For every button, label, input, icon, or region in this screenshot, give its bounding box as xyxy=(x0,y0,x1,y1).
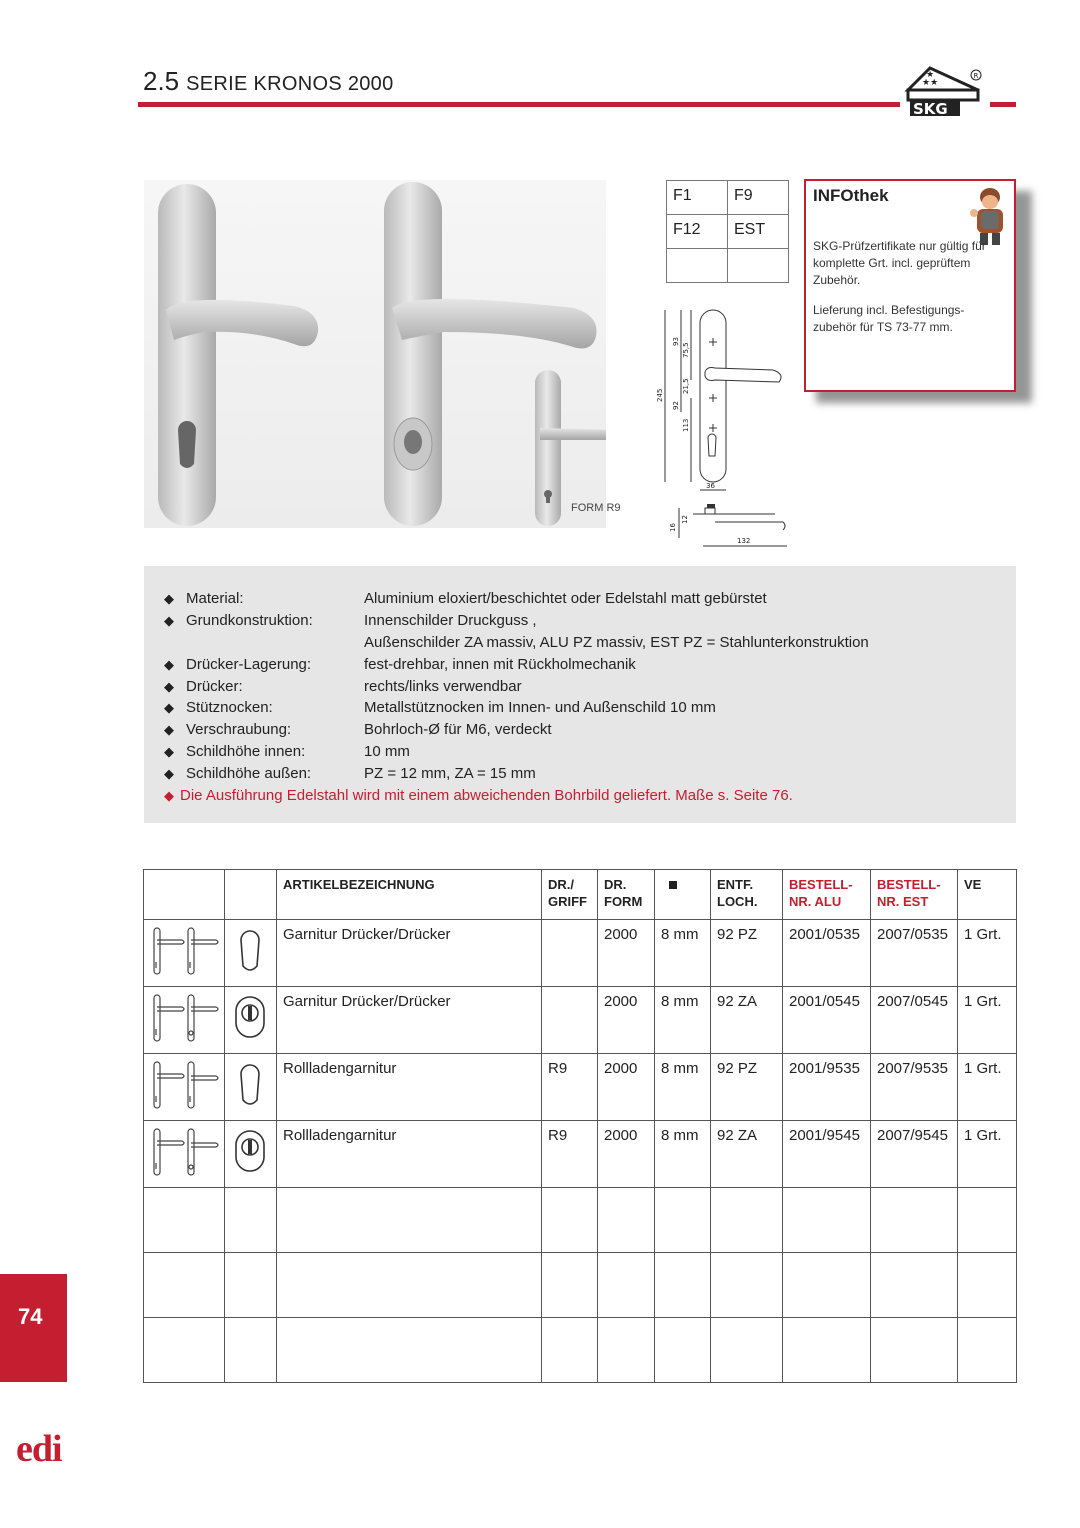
cell-griff xyxy=(542,920,598,987)
cell-vierkant: 8 mm xyxy=(655,920,711,987)
cylinder-za-icon xyxy=(225,1121,277,1188)
form-cell: F1 xyxy=(667,181,728,215)
spec-label: Grundkonstruktion: xyxy=(186,612,313,629)
dim-label: 12 xyxy=(681,515,689,524)
svg-text:★★: ★★ xyxy=(922,78,939,88)
form-r9-label: FORM R9 xyxy=(571,502,621,514)
form-cell xyxy=(667,249,728,283)
spec-label: Verschraubung: xyxy=(186,721,292,738)
spec-label: Stütznocken: xyxy=(186,699,273,716)
diamond-icon: ◆ xyxy=(164,657,174,672)
spec-value: PZ = 12 mm, ZA = 15 mm xyxy=(364,765,536,782)
diamond-icon: ◆ xyxy=(164,744,174,759)
technical-drawing xyxy=(655,302,795,554)
cell-entf: 92 ZA xyxy=(711,1121,783,1188)
cell-vierkant: 8 mm xyxy=(655,987,711,1054)
dim-label: 21,5 xyxy=(682,378,690,394)
cylinder-pz-icon xyxy=(225,1054,277,1121)
header-artikel: ARTIKELBEZEICHNUNG xyxy=(277,870,542,920)
header-rule xyxy=(138,102,1016,107)
spec-label: Material: xyxy=(186,590,244,607)
dim-label: 92 xyxy=(672,401,680,410)
cell-vierkant: 8 mm xyxy=(655,1054,711,1121)
cell-artikel: Garnitur Drücker/Drücker xyxy=(277,920,542,987)
spec-value: Metallstütznocken im Innen- und Außenschild 10 mm xyxy=(364,699,716,716)
spec-label: Schildhöhe außen: xyxy=(186,765,312,782)
spec-label: Drücker: xyxy=(186,678,243,695)
skg-logo-text: SKG xyxy=(913,100,948,118)
form-grid xyxy=(666,180,789,283)
spec-label: Drücker-Lagerung: xyxy=(186,656,312,673)
cell-entf: 92 ZA xyxy=(711,987,783,1054)
spec-note-text: Die Ausführung Edelstahl wird mit einem abweichenden Bohrbild geliefert. Maße s. Seite 76. xyxy=(180,787,793,804)
table-row xyxy=(144,920,1017,987)
cell-bestell-est: 2007/0535 xyxy=(871,920,958,987)
edi-logo: edi xyxy=(16,1428,62,1470)
cell-form: 2000 xyxy=(598,1121,655,1188)
table-row xyxy=(144,987,1017,1054)
spec-value: Außenschilder ZA massiv, ALU PZ massiv, EST PZ = Stahlunterkonstruktion xyxy=(364,634,869,651)
cell-entf: 92 PZ xyxy=(711,920,783,987)
cylinder-za-icon xyxy=(225,987,277,1054)
header-cell-icon xyxy=(225,870,277,920)
table-row xyxy=(144,1121,1017,1188)
cell-ve: 1 Grt. xyxy=(958,1121,1017,1188)
section-number: 2.5 xyxy=(143,66,180,96)
spec-value: Innenschilder Druckguss , xyxy=(364,612,537,629)
table-row-empty xyxy=(144,1318,1017,1383)
form-cell xyxy=(728,249,789,283)
spec-value: 10 mm xyxy=(364,743,410,760)
svg-text:★: ★ xyxy=(926,70,935,80)
diamond-icon: ◆ xyxy=(164,788,174,803)
spec-value: Bohrloch-Ø für M6, verdeckt xyxy=(364,721,552,738)
spec-label: Schildhöhe innen: xyxy=(186,743,306,760)
form-cell: EST xyxy=(728,215,789,249)
table-row xyxy=(144,1054,1017,1121)
cell-griff xyxy=(542,987,598,1054)
skg-logo xyxy=(900,60,990,118)
form-cell: F12 xyxy=(667,215,728,249)
header-ve: VE xyxy=(958,870,1017,920)
dim-label: 16 xyxy=(669,523,677,532)
header-dr-griff: DR./ GRIFF xyxy=(542,870,598,920)
infothek-text-2: Lieferung incl. Befestigungs-zubehör für TS 73-77 mm. xyxy=(813,303,965,334)
dim-label: 36 xyxy=(706,482,715,490)
cell-artikel: Rollladengarnitur xyxy=(277,1054,542,1121)
header-cell-image xyxy=(144,870,225,920)
dim-label: 132 xyxy=(737,537,751,545)
header-bestell-alu: BESTELL- NR. ALU xyxy=(783,870,871,920)
diamond-icon: ◆ xyxy=(164,722,174,737)
cell-form: 2000 xyxy=(598,920,655,987)
cell-ve: 1 Grt. xyxy=(958,1054,1017,1121)
diamond-icon: ◆ xyxy=(164,591,174,606)
form-cell: F9 xyxy=(728,181,789,215)
handle-pair-icon xyxy=(144,920,225,987)
cell-vierkant: 8 mm xyxy=(655,1121,711,1188)
cell-bestell-alu: 2001/0545 xyxy=(783,987,871,1054)
header-entf: ENTF. LOCH. xyxy=(711,870,783,920)
cell-ve: 1 Grt. xyxy=(958,920,1017,987)
infothek-text-1: SKG-Prüfzertifikate nur gültig für komplette Grt. incl. geprüftem Zubehör. xyxy=(813,239,986,287)
cell-ve: 1 Grt. xyxy=(958,987,1017,1054)
dim-label: 245 xyxy=(656,388,664,402)
handle-pair-icon xyxy=(144,1054,225,1121)
cylinder-pz-icon xyxy=(225,920,277,987)
diamond-icon: ◆ xyxy=(164,766,174,781)
page-number-tab xyxy=(0,1274,67,1382)
section-title: SERIE KRONOS 2000 xyxy=(186,73,394,95)
spec-value: rechts/links verwendbar xyxy=(364,678,522,695)
header-bestell-est: BESTELL- NR. EST xyxy=(871,870,958,920)
cell-entf: 92 PZ xyxy=(711,1054,783,1121)
page-title xyxy=(143,66,394,97)
svg-text:R: R xyxy=(973,72,979,80)
handle-pair-icon xyxy=(144,1121,225,1188)
table-row-empty xyxy=(144,1188,1017,1253)
header-vierkant xyxy=(655,870,711,920)
infothek-box xyxy=(804,179,1016,392)
table-row-empty xyxy=(144,1253,1017,1318)
diamond-icon: ◆ xyxy=(164,679,174,694)
dim-label: 93 xyxy=(672,337,680,346)
handle-pair-icon xyxy=(144,987,225,1054)
cell-bestell-est: 2007/9545 xyxy=(871,1121,958,1188)
spec-box xyxy=(144,566,1016,823)
article-table xyxy=(143,869,1017,1383)
cell-artikel: Garnitur Drücker/Drücker xyxy=(277,987,542,1054)
infothek-title: INFOthek xyxy=(813,186,889,205)
diamond-icon: ◆ xyxy=(164,613,174,628)
cell-form: 2000 xyxy=(598,987,655,1054)
cell-bestell-alu: 2001/9545 xyxy=(783,1121,871,1188)
header-dr-form: DR. FORM xyxy=(598,870,655,920)
cell-bestell-est: 2007/9535 xyxy=(871,1054,958,1121)
page-number: 74 xyxy=(18,1304,43,1329)
spec-note xyxy=(164,787,793,804)
dim-label: 113 xyxy=(682,418,690,432)
cell-griff: R9 xyxy=(542,1054,598,1121)
square-icon xyxy=(669,881,677,889)
spec-value: Aluminium eloxiert/beschichtet oder Edelstahl matt gebürstet xyxy=(364,590,767,607)
table-header-row xyxy=(144,870,1017,920)
diamond-icon: ◆ xyxy=(164,700,174,715)
dim-label: 75,5 xyxy=(682,342,690,358)
cell-bestell-est: 2007/0545 xyxy=(871,987,958,1054)
cell-form: 2000 xyxy=(598,1054,655,1121)
cell-griff: R9 xyxy=(542,1121,598,1188)
spec-value: fest-drehbar, innen mit Rückholmechanik xyxy=(364,656,636,673)
product-photo xyxy=(144,180,606,528)
cell-artikel: Rollladengarnitur xyxy=(277,1121,542,1188)
cell-bestell-alu: 2001/0535 xyxy=(783,920,871,987)
cell-bestell-alu: 2001/9535 xyxy=(783,1054,871,1121)
